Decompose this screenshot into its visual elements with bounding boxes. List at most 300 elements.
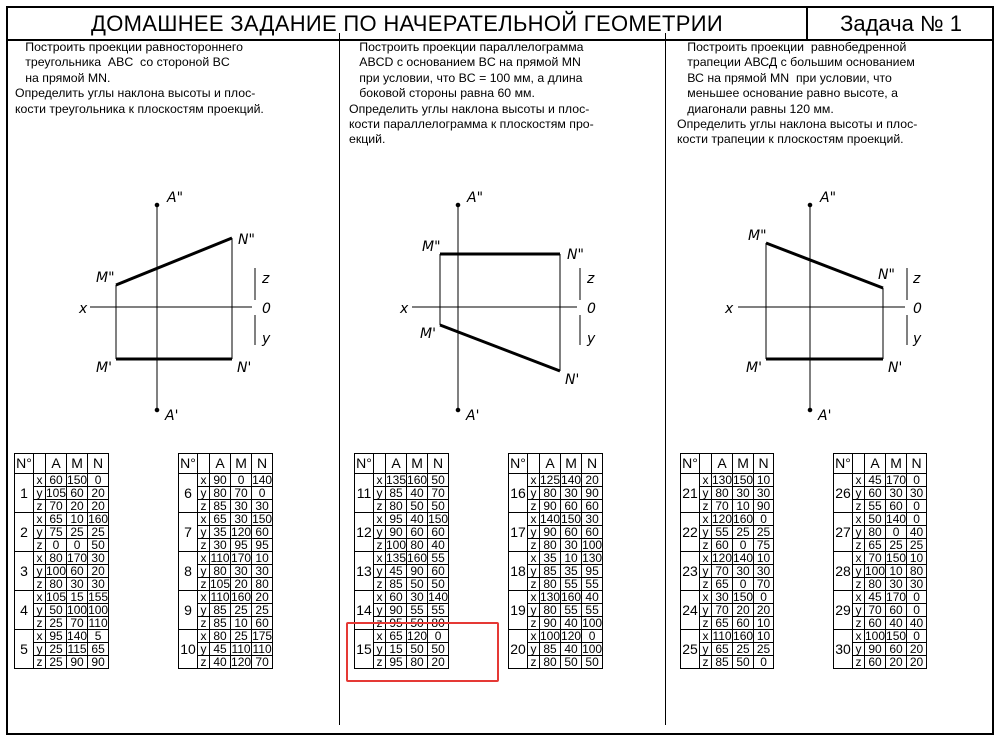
coord-n: 0 (88, 474, 109, 487)
coord-a: 100 (865, 629, 886, 643)
coord-m: 120 (407, 629, 428, 643)
coord-m: 35 (561, 565, 582, 578)
axis-label: y (528, 487, 540, 500)
coord-m: 120 (231, 655, 252, 669)
axis-label: y (700, 604, 712, 617)
variant-number: 3 (15, 552, 34, 591)
coord-a: 80 (210, 487, 231, 500)
coord-n: 10 (754, 474, 774, 487)
coord-n: 70 (754, 578, 774, 591)
axis-label: y (700, 565, 712, 578)
axis-label: x (34, 630, 46, 643)
table-header-n: N (88, 454, 109, 474)
table-row (681, 630, 774, 643)
coord-a: 50 (46, 604, 67, 617)
coord-n: 100 (582, 538, 603, 552)
axis-label: z (34, 539, 46, 552)
table-header-axis (528, 454, 540, 474)
axis-label: y (700, 526, 712, 539)
coord-a: 35 (210, 526, 231, 539)
table-row (681, 552, 774, 565)
variant-number: 9 (179, 591, 198, 630)
table-header-num: N° (834, 454, 853, 474)
label-a1: A' (165, 408, 179, 424)
coord-n: 90 (754, 500, 774, 513)
coord-m: 40 (407, 487, 428, 500)
coord-m: 40 (561, 617, 582, 630)
axis-label: z (198, 578, 210, 591)
axis-label: x (374, 552, 386, 565)
coord-m: 160 (733, 512, 754, 526)
coord-a: 65 (210, 513, 231, 526)
coord-a: 110 (210, 551, 230, 565)
coord-a: 65 (712, 643, 733, 656)
label-m1: M' (746, 360, 762, 376)
coord-n: 25 (252, 604, 273, 617)
axis-label: x (853, 513, 865, 526)
coord-a: 90 (540, 617, 561, 630)
coord-m: 95 (231, 539, 252, 552)
axis-label: z (528, 500, 540, 513)
variant-table (833, 453, 927, 669)
coord-a: 30 (712, 591, 733, 604)
axis-label: x (34, 474, 46, 487)
coord-n: 70 (252, 656, 273, 669)
coord-m: 120 (561, 629, 582, 643)
coord-a: 25 (46, 656, 67, 669)
coord-n: 25 (88, 526, 109, 539)
coord-n: 20 (754, 604, 774, 617)
coord-n: 0 (907, 630, 927, 643)
variant-number: 12 (355, 513, 374, 552)
coord-a: 60 (865, 617, 886, 630)
axis-label: y (198, 643, 210, 656)
coord-m: 160 (407, 473, 428, 487)
axis-label: x (34, 591, 46, 604)
coord-n: 0 (582, 630, 603, 643)
axis-label: y (528, 565, 540, 578)
coord-a: 25 (46, 643, 67, 656)
coord-m: 60 (67, 487, 88, 500)
coord-n: 0 (907, 500, 927, 513)
variant-number: 13 (355, 552, 374, 591)
label-x: x (725, 301, 734, 317)
variant-table (680, 453, 774, 669)
coord-a: 70 (865, 604, 886, 617)
coord-m: 150 (561, 512, 582, 526)
coord-n: 0 (754, 591, 774, 604)
axis-label: z (34, 656, 46, 669)
coord-n: 50 (428, 474, 449, 487)
coord-n: 160 (88, 512, 109, 526)
label-origin: 0 (262, 301, 271, 317)
coord-m: 40 (886, 617, 907, 630)
coord-n: 80 (907, 565, 927, 578)
coord-n: 30 (88, 578, 109, 591)
coord-n: 50 (88, 539, 109, 552)
label-n2: N" (567, 247, 584, 263)
coord-m: 160 (561, 590, 582, 604)
coord-m: 150 (67, 473, 88, 487)
coord-n: 60 (582, 526, 603, 539)
coord-m: 115 (67, 642, 87, 656)
coord-m: 25 (733, 526, 754, 539)
label-m2: M" (96, 270, 115, 286)
coord-m: 60 (886, 643, 907, 656)
coord-n: 80 (252, 578, 273, 591)
table-header-n: N (582, 454, 603, 474)
coord-m: 50 (561, 656, 582, 669)
coord-n: 10 (754, 552, 774, 565)
coord-a: 0 (46, 539, 67, 552)
table-row (681, 513, 774, 526)
coord-m: 40 (561, 643, 582, 656)
label-n1: N' (237, 360, 252, 376)
label-x: x (400, 301, 409, 317)
coord-m: 50 (407, 617, 428, 630)
table-header-m: M (733, 454, 754, 474)
coord-m: 30 (733, 565, 754, 578)
table-header-num: N° (179, 454, 198, 474)
coord-n: 100 (582, 616, 603, 630)
coord-n: 20 (907, 643, 927, 656)
coord-m: 150 (886, 551, 907, 565)
coord-m: 30 (886, 578, 907, 591)
variant-number: 27 (834, 513, 853, 552)
coord-n: 20 (88, 500, 109, 513)
coord-n: 20 (88, 565, 109, 578)
coord-a: 40 (210, 656, 231, 669)
coord-n: 25 (907, 539, 927, 552)
coord-a: 85 (210, 604, 231, 617)
axis-label: y (853, 487, 865, 500)
coord-n: 40 (907, 526, 927, 539)
coord-m: 170 (886, 473, 907, 487)
axis-label: y (700, 487, 712, 500)
axis-label: y (34, 604, 46, 617)
coord-a: 95 (386, 513, 407, 526)
coord-n: 50 (582, 656, 603, 669)
coord-n: 20 (907, 656, 927, 669)
coord-n: 40 (907, 617, 927, 630)
variant-number: 28 (834, 552, 853, 591)
coord-n: 90 (582, 487, 603, 500)
coord-m: 25 (733, 643, 754, 656)
variant-number: 1 (15, 474, 34, 513)
variant-table (14, 453, 109, 669)
axis-label: y (853, 643, 865, 656)
coord-n: 30 (754, 487, 774, 500)
table-row (179, 591, 273, 604)
coord-a: 80 (540, 539, 561, 552)
label-z: z (913, 271, 921, 287)
coord-n: 70 (428, 487, 449, 500)
axis-label: y (198, 526, 210, 539)
coord-a: 70 (865, 552, 886, 565)
coord-n: 60 (582, 500, 603, 513)
table-header-n: N (907, 454, 927, 474)
coord-m: 60 (407, 526, 428, 539)
coord-n: 55 (428, 552, 449, 565)
coord-m: 30 (231, 500, 252, 513)
coord-a: 70 (46, 500, 67, 513)
coord-n: 0 (252, 487, 273, 500)
coord-a: 55 (712, 526, 733, 539)
variant-number: 6 (179, 474, 198, 513)
coord-a: 125 (540, 473, 561, 487)
coord-m: 10 (67, 513, 88, 526)
coord-m: 60 (733, 617, 754, 630)
axis-label: z (528, 656, 540, 669)
coord-a: 65 (46, 513, 67, 526)
axis-label: x (853, 630, 865, 643)
table-header-n: N (428, 454, 449, 474)
coord-a: 90 (540, 500, 561, 513)
coord-a: 60 (46, 474, 67, 487)
coord-a: 90 (386, 526, 407, 539)
variant-number: 20 (509, 630, 528, 669)
coord-m: 50 (407, 578, 428, 591)
table-row (355, 474, 449, 487)
task-number: Задача № 1 (806, 8, 994, 39)
axis-label: x (198, 513, 210, 526)
coord-n: 95 (252, 539, 273, 552)
axis-label: y (528, 604, 540, 617)
axis-label: x (198, 591, 210, 604)
coord-a: 130 (712, 473, 733, 487)
label-y: y (262, 331, 271, 347)
coord-m: 160 (231, 590, 252, 604)
coord-m: 25 (231, 630, 252, 643)
table-row (509, 591, 603, 604)
coord-n: 150 (428, 512, 449, 526)
coord-m: 25 (67, 526, 88, 539)
axis-label: z (198, 656, 210, 669)
table-row (509, 513, 603, 526)
table-row (355, 513, 449, 526)
coord-a: 80 (46, 578, 67, 591)
coord-m: 25 (886, 539, 907, 552)
coord-m: 60 (886, 500, 907, 513)
coord-a: 100 (386, 538, 407, 552)
table-header-a: A (712, 454, 733, 474)
table-header-a: A (865, 454, 886, 474)
table-row (681, 474, 774, 487)
coord-a: 65 (712, 578, 733, 591)
label-a1: A' (818, 408, 832, 424)
coord-a: 60 (865, 487, 886, 500)
axis-label: x (700, 552, 712, 565)
coord-n: 90 (88, 656, 109, 669)
axis-label: x (528, 591, 540, 604)
coord-a: 45 (865, 474, 886, 487)
axis-label: x (700, 630, 712, 643)
coord-m: 160 (407, 551, 428, 565)
coord-m: 150 (733, 473, 754, 487)
coord-n: 55 (582, 604, 603, 617)
axis-label: x (528, 474, 540, 487)
axis-label: y (374, 604, 386, 617)
page-title: ДОМАШНЕЕ ЗАДАНИЕ ПО НАЧЕРАТЕЛЬНОЙ ГЕОМЕТРИИ (91, 11, 723, 36)
coord-m: 110 (231, 642, 251, 656)
coord-m: 0 (733, 578, 754, 591)
coord-m: 55 (561, 604, 582, 617)
coord-a: 55 (865, 500, 886, 513)
axis-label: z (700, 656, 712, 669)
variant-number: 24 (681, 591, 700, 630)
coord-a: 60 (386, 591, 407, 604)
axis-label: z (374, 500, 386, 513)
coord-n: 0 (754, 513, 774, 526)
axis-label: y (198, 565, 210, 578)
axis-label: y (853, 565, 865, 578)
coord-m: 0 (231, 474, 252, 487)
coord-a: 120 (712, 512, 733, 526)
coord-a: 135 (386, 473, 407, 487)
coord-n: 60 (428, 526, 449, 539)
coord-a: 95 (386, 656, 407, 669)
coord-n: 110 (88, 616, 108, 630)
label-m1: M' (420, 326, 436, 342)
coord-m: 140 (886, 512, 907, 526)
coord-a: 45 (210, 643, 231, 656)
coord-a: 100 (540, 629, 561, 643)
coord-m: 10 (561, 552, 582, 565)
coord-a: 110 (712, 629, 732, 643)
label-n2: N" (878, 267, 895, 283)
coord-n: 40 (428, 539, 449, 552)
coord-a: 30 (210, 539, 231, 552)
coord-n: 30 (907, 487, 927, 500)
coord-n: 10 (252, 552, 273, 565)
axis-label: z (528, 578, 540, 591)
coord-m: 100 (67, 603, 88, 617)
coord-m: 20 (886, 656, 907, 669)
coord-a: 140 (540, 512, 561, 526)
axis-label: x (528, 513, 540, 526)
table-row (15, 552, 109, 565)
coord-m: 50 (407, 643, 428, 656)
axis-label: y (528, 526, 540, 539)
coord-a: 85 (712, 656, 733, 669)
coord-n: 110 (252, 642, 272, 656)
coord-m: 30 (67, 578, 88, 591)
coord-a: 100 (46, 564, 67, 578)
task-description-2: Построить проекции параллелограмма ABCD с основанием BC на прямой MN при условии, что BC = 100 мм, а длина боковой стороны равна 60 мм. Определить углы наклона высоты и плос- кости параллелограмма к плоскостям про- екций. (349, 40, 594, 147)
table-header-num: N° (509, 454, 528, 474)
axis-label: y (374, 643, 386, 656)
label-origin: 0 (587, 301, 596, 317)
table-header-axis (198, 454, 210, 474)
axis-label: y (374, 487, 386, 500)
coord-m: 140 (561, 473, 582, 487)
coord-n: 0 (907, 604, 927, 617)
axis-label: x (374, 591, 386, 604)
table-header-axis (374, 454, 386, 474)
coord-a: 105 (46, 486, 67, 500)
coord-n: 20 (88, 487, 109, 500)
table-header-m: M (561, 454, 582, 474)
table-row (179, 630, 273, 643)
table-header-a: A (386, 454, 407, 474)
variant-number: 19 (509, 591, 528, 630)
coord-a: 85 (210, 500, 231, 513)
axis-label: y (700, 643, 712, 656)
variant-number: 8 (179, 552, 198, 591)
variant-number: 4 (15, 591, 34, 630)
coord-a: 90 (210, 474, 231, 487)
axis-label: x (528, 552, 540, 565)
table-row (509, 474, 603, 487)
coord-a: 85 (210, 617, 231, 630)
axis-label: x (198, 630, 210, 643)
table-row (179, 513, 273, 526)
coord-m: 0 (733, 539, 754, 552)
coord-a: 85 (386, 578, 407, 591)
variant-number: 29 (834, 591, 853, 630)
axis-label: z (700, 500, 712, 513)
coord-m: 60 (561, 526, 582, 539)
table-header-n: N (754, 454, 774, 474)
coord-a: 95 (46, 630, 67, 643)
table-row (355, 591, 449, 604)
axis-label: y (528, 643, 540, 656)
coord-m: 55 (561, 578, 582, 591)
table-header-m: M (407, 454, 428, 474)
label-a1: A' (466, 408, 480, 424)
coord-a: 60 (865, 656, 886, 669)
axis-label: x (374, 630, 386, 643)
table-header-a: A (540, 454, 561, 474)
coord-n: 25 (754, 526, 774, 539)
coord-a: 80 (540, 656, 561, 669)
coord-m: 170 (67, 551, 88, 565)
variant-number: 5 (15, 630, 34, 669)
coord-n: 10 (754, 630, 774, 643)
label-a2: A" (820, 190, 837, 206)
table-row (834, 474, 927, 487)
table-row (15, 630, 109, 643)
coord-n: 50 (428, 578, 449, 591)
label-z: z (587, 271, 595, 287)
coord-m: 60 (67, 565, 88, 578)
coord-a: 15 (386, 643, 407, 656)
coord-m: 20 (733, 604, 754, 617)
coord-n: 140 (252, 473, 273, 487)
coord-n: 0 (754, 656, 774, 669)
coord-m: 30 (733, 487, 754, 500)
table-row (509, 630, 603, 643)
table-header-m: M (886, 454, 907, 474)
axis-label: z (700, 539, 712, 552)
axis-label: z (528, 539, 540, 552)
coord-a: 105 (210, 577, 231, 591)
coord-m: 30 (561, 539, 582, 552)
coord-a: 45 (865, 591, 886, 604)
coord-m: 60 (886, 604, 907, 617)
coord-m: 30 (886, 487, 907, 500)
coord-a: 80 (210, 565, 231, 578)
coord-a: 80 (210, 630, 231, 643)
coord-a: 65 (386, 630, 407, 643)
coord-a: 100 (865, 564, 886, 578)
coord-a: 85 (540, 643, 561, 656)
coord-n: 55 (582, 578, 603, 591)
label-a2: A" (167, 190, 184, 206)
coord-a: 80 (865, 578, 886, 591)
axis-label: z (198, 617, 210, 630)
table-row (834, 513, 927, 526)
